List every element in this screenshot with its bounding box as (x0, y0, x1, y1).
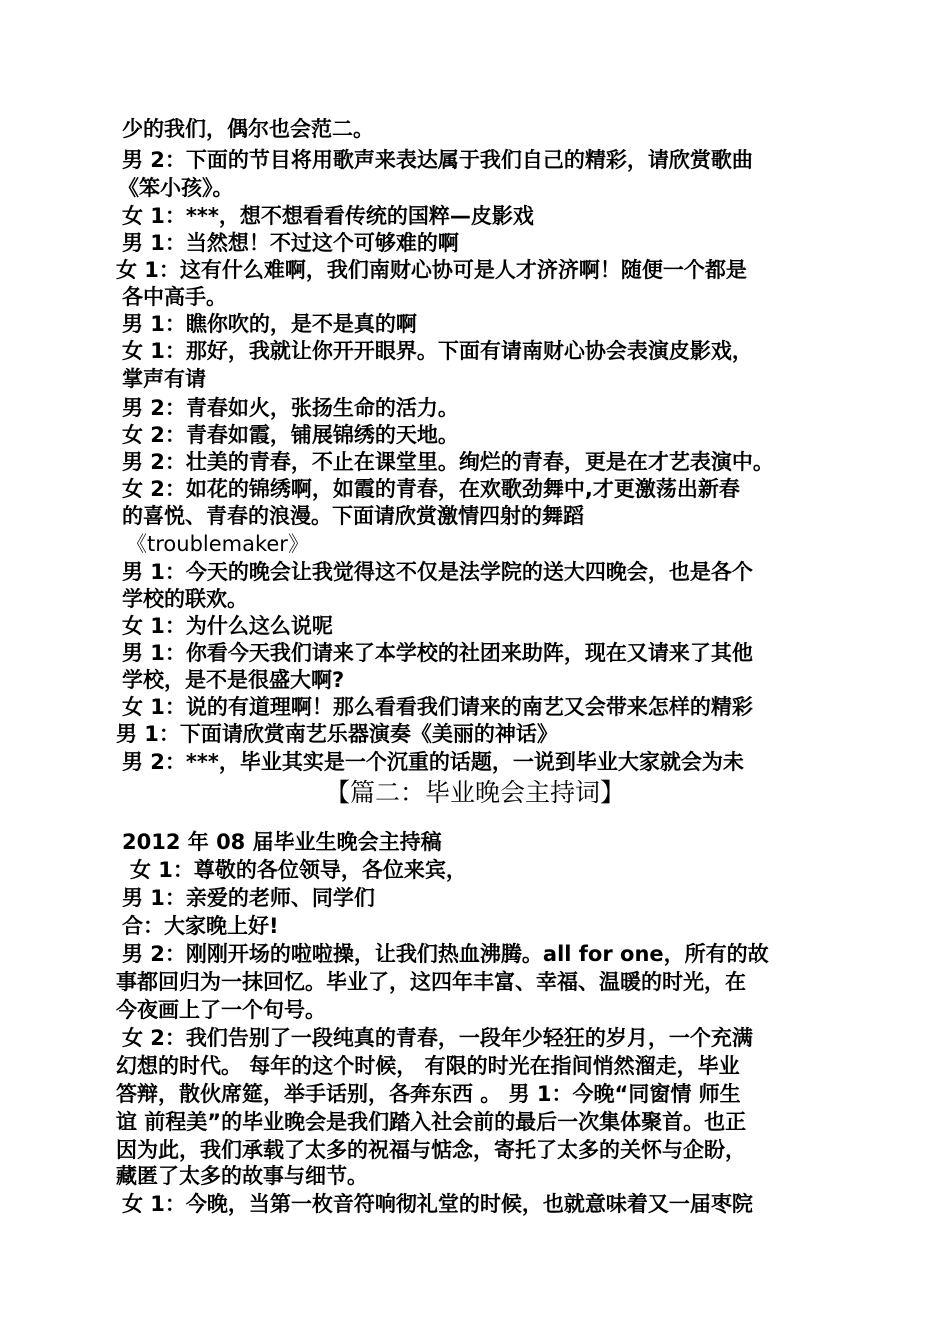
text-line: 女 2：如花的锦绣啊，如霞的青春，在欢歌劲舞中,才更激荡出新春 (122, 477, 740, 501)
text-line: 女 1：那好，我就让你开开眼界。下面有请南财心协会表演皮影戏， (122, 339, 753, 363)
text-line: 男 2：刚刚开场的啦啦操，让我们热血沸腾。all for one，所有的故 (122, 942, 769, 966)
text-line: 女 1：尊敬的各位领导，各位来宾， (130, 858, 467, 882)
text-line: 女 1：***，想不想看看传统的国粹—皮影戏 (122, 204, 534, 228)
text-line: 藏匿了太多的故事与细节。 (116, 1164, 368, 1188)
text-line: 答辩，散伙席筵，举手话别，各奔东西 。 男 1：今晚“同窗情 师生 (116, 1082, 741, 1106)
text-line: 因为此，我们承载了太多的祝福与惦念，寄托了太多的关怀与企盼， (116, 1138, 746, 1162)
text-line: 今夜画上了一个句号。 (116, 998, 326, 1022)
text-line: 掌声有请 (122, 367, 206, 391)
text-line: 幻想的时代。 每年的这个时候， 有限的时光在指间悄然溜走，毕业 (116, 1054, 740, 1078)
text-line: 男 1：下面请欣赏南艺乐器演奏《美丽的神话》 (116, 722, 558, 746)
text-line: 女 1：为什么这么说呢 (122, 614, 333, 638)
text-line: 2012 年 08 届毕业生晚会主持稿 (122, 830, 442, 854)
text-line: 学校，是不是很盛大啊? (122, 668, 345, 692)
text-line: 女 1：说的有道理啊！那么看看我们请来的南艺又会带来怎样的精彩 (122, 695, 753, 719)
text-line: 少的我们，偶尔也会范二。 (122, 117, 374, 141)
text-line: 女 1：今晚，当第一枚音符响彻礼堂的时候，也就意味着又一届枣院 (122, 1192, 753, 1216)
text-line: 男 2：壮美的青春，不止在课堂里。绚烂的青春，更是在才艺表演中。 (122, 450, 774, 474)
text-line: 男 1：今天的晚会让我觉得这不仅是法学院的送大四晚会，也是各个 (122, 560, 753, 584)
text-line: 《笨小孩》。 (118, 176, 234, 200)
text-line: 谊 前程美”的毕业晚会是我们踏入社会前的最后一次集体聚首。也正 (116, 1110, 747, 1134)
text-line: 各中高手。 (122, 285, 227, 309)
text-line: 的喜悦、青春的浪漫。下面请欣赏激情四射的舞蹈 (122, 504, 584, 528)
text-line: 《troublemaker》 (126, 532, 309, 556)
text-line: 男 2：青春如火，张扬生命的活力。 (122, 396, 459, 420)
text-line: 女 2：我们告别了一段纯真的青春，一段年少轻狂的岁月，一个充满 (122, 1026, 753, 1050)
text-line: 女 1：这有什么难啊，我们南财心协可是人才济济啊！随便一个都是 (116, 258, 747, 282)
text-line: 男 1：亲爱的老师、同学们 (122, 886, 375, 910)
text-line: 女 2：青春如霞，铺展锦绣的天地。 (122, 423, 459, 447)
text-line: 男 1：当然想！不过这个可够难的啊 (122, 231, 459, 255)
text-line: 合：大家晚上好! (122, 914, 279, 938)
text-line: 男 1：瞧你吹的，是不是真的啊 (122, 312, 417, 336)
section-heading: 【篇二：毕业晚会主持词】 (324, 778, 625, 807)
text-line: 男 1：你看今天我们请来了本学校的社团来助阵，现在又请来了其他 (122, 641, 753, 665)
text-line: 男 2：***，毕业其实是一个沉重的话题，一说到毕业大家就会为未 (122, 750, 744, 774)
text-line: 事都回归为一抹回忆。毕业了，这四年丰富、幸福、温暖的时光，在 (116, 970, 746, 994)
text-line: 男 2：下面的节目将用歌声来表达属于我们自己的精彩，请欣赏歌曲 (122, 148, 753, 172)
text-line: 学校的联欢。 (122, 587, 248, 611)
